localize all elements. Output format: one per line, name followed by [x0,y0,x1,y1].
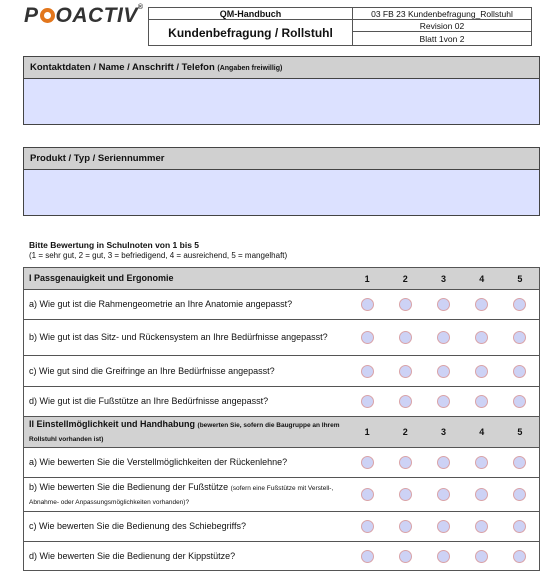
contact-note: (Angaben freiwillig) [217,65,283,72]
rating-radio-1[interactable] [361,456,374,469]
contact-header [24,57,539,79]
rating-radio-5[interactable] [513,550,526,563]
rating-radio-5[interactable] [513,456,526,469]
section-title: I Passgenauigkeit und Ergonomie [29,273,174,283]
question-text: b) Wie bewerten Sie die Bedienung der Fußstütze (sofern eine Fußstütze mit Verstell-, Abnahme- oder Anpassungsmöglichkeiten vorhanden)? [29,481,334,506]
product-label: Produkt / Typ / Seriennummer [30,153,165,164]
scale-header-1: 1 [364,273,370,284]
product-header [24,148,539,170]
revision-label: Revision 02 [352,19,532,32]
rating-radio-4[interactable] [475,365,488,378]
logo-ring-icon [40,8,55,23]
rating-radio-3[interactable] [437,456,450,469]
rating-radio-4[interactable] [475,456,488,469]
document-title: Kundenbefragung / Rollstuhl [148,19,353,46]
rating-table [23,267,540,571]
rating-radio-4[interactable] [475,331,488,344]
company-logo: P OACTIV® [24,4,144,27]
scale-header-5: 5 [517,273,523,284]
rating-radio-3[interactable] [437,488,450,501]
qm-label: QM-Handbuch [148,7,353,20]
rating-radio-1[interactable] [361,298,374,311]
scale-header-3: 3 [441,427,447,437]
question-text: a) Wie bewerten Sie die Verstellmöglichkeiten der Rückenlehne? [29,457,288,467]
question-row [23,289,540,319]
rating-radio-2[interactable] [399,456,412,469]
rating-radio-5[interactable] [513,520,526,533]
rating-radio-3[interactable] [437,331,450,344]
rating-radio-2[interactable] [399,331,412,344]
scale-header-4: 4 [479,427,485,437]
contact-section [23,56,540,125]
question-row [23,477,540,511]
question-row [23,541,540,571]
question-text: a) Wie gut ist die Rahmengeometrie an Ihre Anatomie angepasst? [29,299,293,309]
contact-input[interactable] [24,79,539,124]
rating-radio-2[interactable] [399,298,412,311]
rating-radio-3[interactable] [437,395,450,408]
rating-radio-5[interactable] [513,298,526,311]
rating-radio-3[interactable] [437,298,450,311]
rating-radio-5[interactable] [513,488,526,501]
rating-radio-1[interactable] [361,365,374,378]
rating-radio-4[interactable] [475,298,488,311]
rating-radio-4[interactable] [475,550,488,563]
scale-header-1: 1 [364,427,370,437]
rating-scale-legend: (1 = sehr gut, 2 = gut, 3 = befriedigend, 4 = ausreichend, 5 = mangelhaft) [29,251,288,260]
rating-radio-1[interactable] [361,520,374,533]
rating-radio-4[interactable] [475,488,488,501]
rating-radio-2[interactable] [399,550,412,563]
scale-header-2: 2 [402,273,408,284]
section-note: (bewerten Sie, sofern die Baugruppe an Ihrem Rollstuhl vorhanden ist) [29,422,340,443]
question-text: d) Wie bewerten Sie die Bedienung der Kippstütze? [29,550,236,561]
rating-radio-5[interactable] [513,331,526,344]
scale-header-3: 3 [441,273,447,284]
rating-radio-1[interactable] [361,550,374,563]
rating-instruction: Bitte Bewertung in Schulnoten von 1 bis 5 [29,240,200,250]
product-input[interactable] [24,170,539,215]
rating-radio-4[interactable] [475,520,488,533]
question-row [23,319,540,355]
scale-header-5: 5 [517,427,523,437]
rating-radio-2[interactable] [399,395,412,408]
question-text: c) Wie bewerten Sie die Bedienung des Schiebegriffs? [29,521,246,531]
question-row [23,355,540,386]
rating-radio-1[interactable] [361,488,374,501]
rating-radio-2[interactable] [399,365,412,378]
question-note: (sofern eine Fußstütze mit Verstell-, Abnahme- oder Anpassungsmöglichkeiten vorhanden)? [29,484,334,506]
question-text: c) Wie gut sind die Greifringe an Ihre Bedürfnisse angepasst? [29,365,275,376]
rating-radio-1[interactable] [361,395,374,408]
section-header [23,416,540,447]
section-header [23,267,540,289]
rating-radio-1[interactable] [361,331,374,344]
question-row [23,386,540,416]
rating-radio-3[interactable] [437,550,450,563]
rating-radio-5[interactable] [513,365,526,378]
document-id: 03 FB 23 Kundenbefragung_Rollstuhl [352,7,532,20]
question-text: b) Wie gut ist das Sitz- und Rückensystem an Ihre Bedürfnisse angepasst? [29,332,328,342]
rating-radio-2[interactable] [399,488,412,501]
scale-header-4: 4 [479,273,485,284]
rating-radio-3[interactable] [437,520,450,533]
section-title: II Einstellmöglichkeit und Handhabung (bewerten Sie, sofern die Baugruppe an Ihrem Rollstuhl vorhanden ist) [29,419,340,443]
scale-header-2: 2 [402,427,408,437]
rating-radio-4[interactable] [475,395,488,408]
page-label: Blatt 1von 2 [352,31,532,46]
product-section [23,147,540,216]
question-row [23,511,540,541]
question-row [23,447,540,477]
rating-radio-5[interactable] [513,395,526,408]
rating-radio-3[interactable] [437,365,450,378]
rating-radio-2[interactable] [399,520,412,533]
question-text: d) Wie gut ist die Fußstütze an Ihre Bedürfnisse angepasst? [29,396,269,406]
contact-label: Kontaktdaten / Name / Anschrift / Telefon [30,62,215,73]
